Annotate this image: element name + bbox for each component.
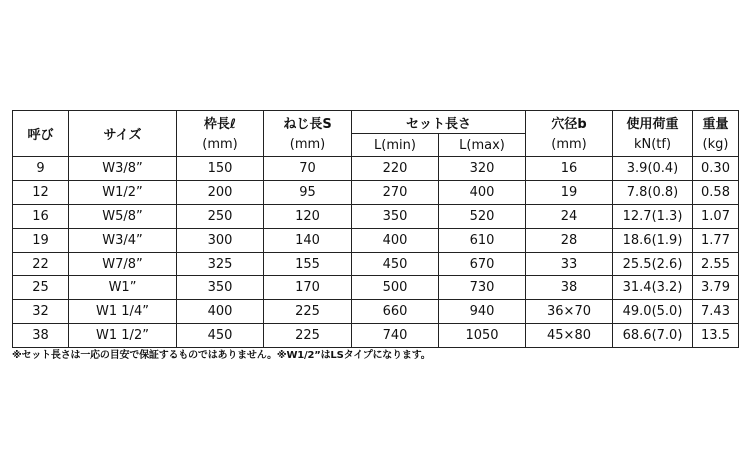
cell-hole-diameter: 38 — [526, 276, 613, 300]
cell-thread-length: 225 — [264, 324, 352, 348]
cell-set-max: 1050 — [439, 324, 526, 348]
cell-working-load: 7.8(0.8) — [613, 180, 693, 204]
cell-set-max: 730 — [439, 276, 526, 300]
cell-set-max: 320 — [439, 157, 526, 181]
header-frame-length: 枠長ℓ — [177, 111, 264, 134]
cell-thread-length: 170 — [264, 276, 352, 300]
header-weight: 重量 — [693, 111, 739, 134]
cell-size: W3/4” — [69, 228, 177, 252]
cell-set-min: 400 — [352, 228, 439, 252]
cell-weight: 1.77 — [693, 228, 739, 252]
cell-yobi: 22 — [13, 252, 69, 276]
cell-frame-length: 200 — [177, 180, 264, 204]
header-hole-diameter: 穴径b — [526, 111, 613, 134]
table-row — [13, 324, 739, 348]
cell-yobi: 16 — [13, 204, 69, 228]
table-row — [13, 157, 739, 181]
cell-set-max: 520 — [439, 204, 526, 228]
cell-frame-length: 325 — [177, 252, 264, 276]
table-header — [13, 111, 739, 157]
cell-working-load: 3.9(0.4) — [613, 157, 693, 181]
cell-thread-length: 70 — [264, 157, 352, 181]
table-row — [13, 276, 739, 300]
cell-set-max: 670 — [439, 252, 526, 276]
cell-set-min: 740 — [352, 324, 439, 348]
table-row — [13, 252, 739, 276]
cell-set-min: 350 — [352, 204, 439, 228]
cell-yobi: 25 — [13, 276, 69, 300]
cell-hole-diameter: 36×70 — [526, 300, 613, 324]
header-set-length-max: L(max) — [439, 134, 526, 157]
cell-working-load: 31.4(3.2) — [613, 276, 693, 300]
cell-size: W1” — [69, 276, 177, 300]
cell-hole-diameter: 45×80 — [526, 324, 613, 348]
cell-frame-length: 350 — [177, 276, 264, 300]
header-size: サイズ — [69, 111, 177, 157]
cell-set-min: 450 — [352, 252, 439, 276]
header-working-load-unit: kN(tf) — [613, 134, 693, 157]
cell-working-load: 25.5(2.6) — [613, 252, 693, 276]
cell-frame-length: 400 — [177, 300, 264, 324]
cell-thread-length: 155 — [264, 252, 352, 276]
cell-set-max: 400 — [439, 180, 526, 204]
table-body — [13, 157, 739, 348]
cell-set-min: 220 — [352, 157, 439, 181]
header-thread-length-unit: (mm) — [264, 134, 352, 157]
cell-thread-length: 225 — [264, 300, 352, 324]
header-set-length-min: L(min) — [352, 134, 439, 157]
header-yobi: 呼び — [13, 111, 69, 157]
cell-size: W1 1/2” — [69, 324, 177, 348]
cell-set-max: 610 — [439, 228, 526, 252]
cell-yobi: 32 — [13, 300, 69, 324]
cell-size: W5/8” — [69, 204, 177, 228]
cell-frame-length: 250 — [177, 204, 264, 228]
cell-thread-length: 140 — [264, 228, 352, 252]
cell-weight: 13.5 — [693, 324, 739, 348]
cell-set-max: 940 — [439, 300, 526, 324]
table-row — [13, 180, 739, 204]
cell-weight: 1.07 — [693, 204, 739, 228]
table-row — [13, 204, 739, 228]
cell-frame-length: 450 — [177, 324, 264, 348]
spec-table-container — [12, 110, 738, 348]
cell-weight: 0.58 — [693, 180, 739, 204]
cell-frame-length: 150 — [177, 157, 264, 181]
cell-yobi: 19 — [13, 228, 69, 252]
table-row — [13, 228, 739, 252]
cell-working-load: 49.0(5.0) — [613, 300, 693, 324]
cell-working-load: 68.6(7.0) — [613, 324, 693, 348]
cell-hole-diameter: 19 — [526, 180, 613, 204]
cell-frame-length: 300 — [177, 228, 264, 252]
cell-yobi: 12 — [13, 180, 69, 204]
cell-size: W7/8” — [69, 252, 177, 276]
cell-set-min: 660 — [352, 300, 439, 324]
cell-size: W1 1/4” — [69, 300, 177, 324]
cell-size: W1/2” — [69, 180, 177, 204]
header-set-length: セット長さ — [352, 111, 526, 134]
cell-weight: 0.30 — [693, 157, 739, 181]
cell-hole-diameter: 16 — [526, 157, 613, 181]
header-weight-unit: (kg) — [693, 134, 739, 157]
cell-hole-diameter: 33 — [526, 252, 613, 276]
cell-working-load: 18.6(1.9) — [613, 228, 693, 252]
header-thread-length: ねじ長S — [264, 111, 352, 134]
cell-thread-length: 120 — [264, 204, 352, 228]
spec-table — [12, 110, 739, 348]
cell-weight: 7.43 — [693, 300, 739, 324]
cell-weight: 2.55 — [693, 252, 739, 276]
header-working-load: 使用荷重 — [613, 111, 693, 134]
header-hole-diameter-unit: (mm) — [526, 134, 613, 157]
cell-size: W3/8” — [69, 157, 177, 181]
cell-yobi: 38 — [13, 324, 69, 348]
cell-set-min: 500 — [352, 276, 439, 300]
cell-set-min: 270 — [352, 180, 439, 204]
cell-yobi: 9 — [13, 157, 69, 181]
cell-working-load: 12.7(1.3) — [613, 204, 693, 228]
header-frame-length-unit: (mm) — [177, 134, 264, 157]
cell-weight: 3.79 — [693, 276, 739, 300]
footnote: ※セット長さは一応の目安で保証するものではありません。※W1/2”はLSタイプになります。 — [12, 350, 431, 361]
cell-hole-diameter: 28 — [526, 228, 613, 252]
cell-thread-length: 95 — [264, 180, 352, 204]
table-row — [13, 300, 739, 324]
cell-hole-diameter: 24 — [526, 204, 613, 228]
